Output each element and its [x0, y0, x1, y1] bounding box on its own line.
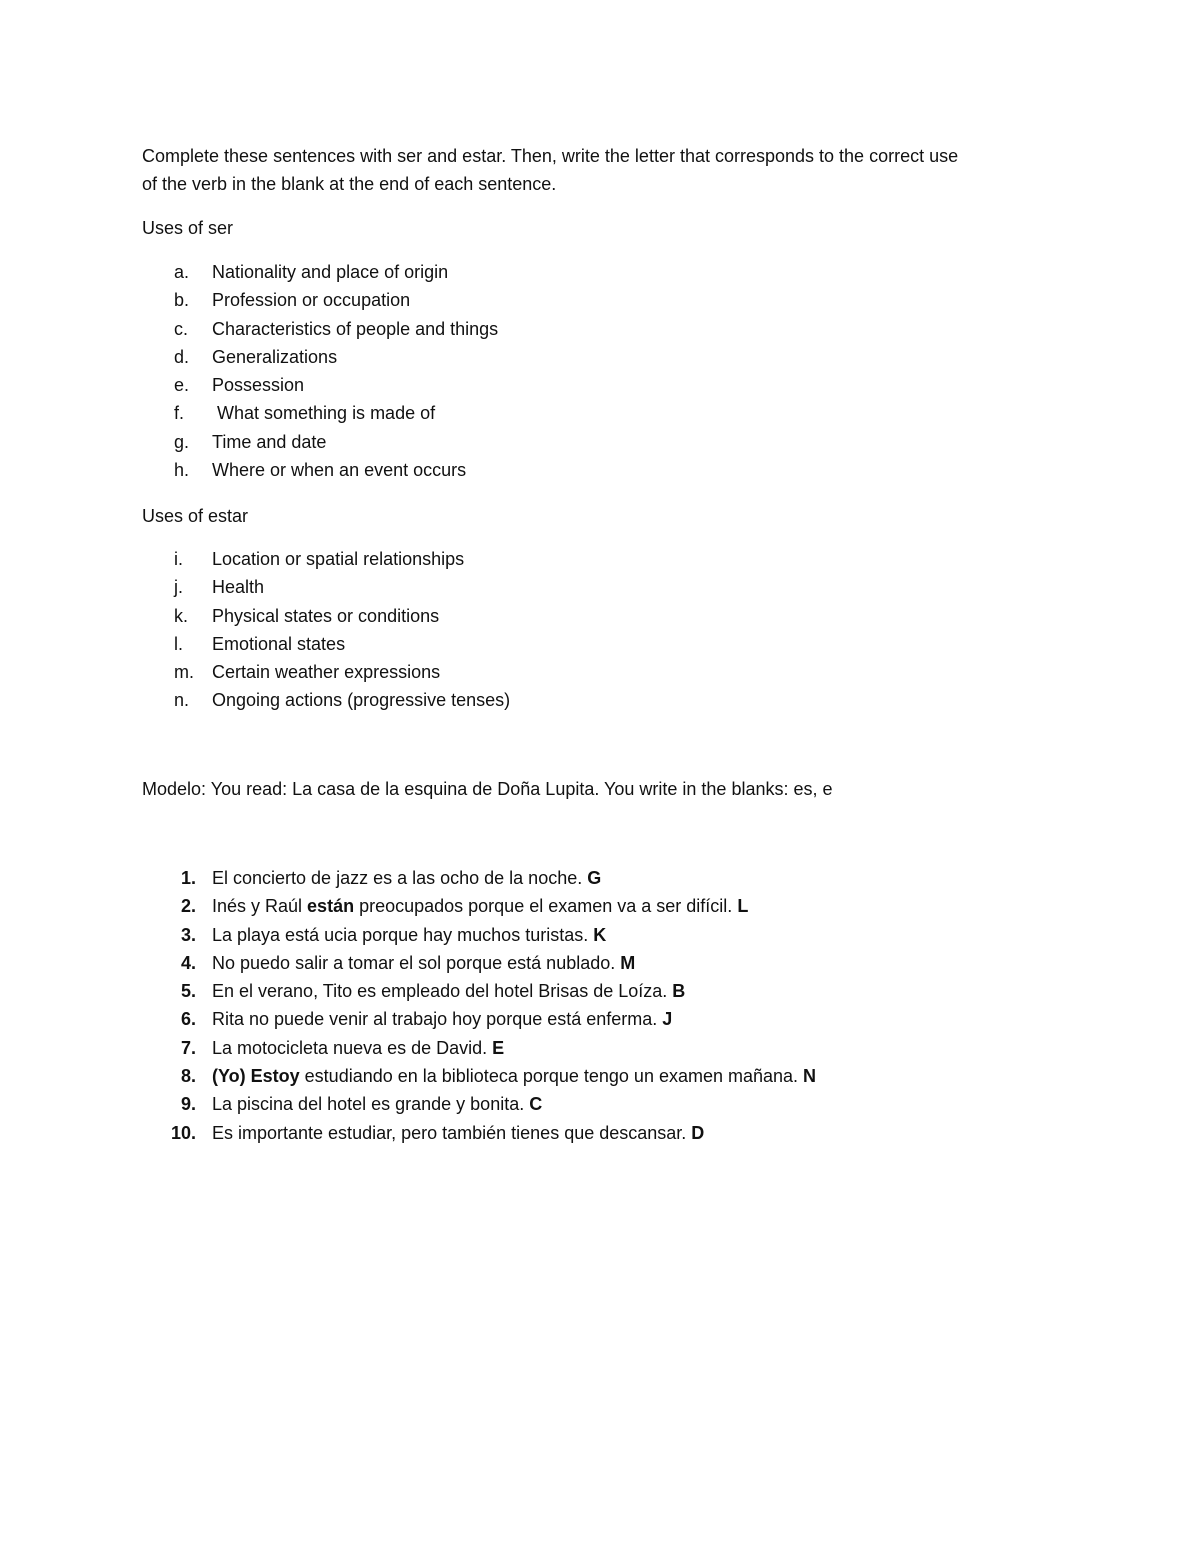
- sentence-answer: D: [691, 1122, 705, 1143]
- sentence-answer: C: [529, 1094, 543, 1115]
- sentence-text: La piscina del hotel es grande y bonita.: [212, 1094, 530, 1115]
- sentence-text: El concierto de jazz es a las ocho de la noche.: [212, 868, 588, 888]
- list-text: Health: [212, 577, 265, 598]
- list-marker: b.: [174, 290, 190, 311]
- sentence-answer: K: [593, 924, 607, 945]
- list-text: Ongoing actions (progressive tenses): [212, 690, 511, 711]
- list-text: Physical states or conditions: [212, 605, 440, 626]
- list-marker: i.: [174, 549, 183, 569]
- sentence-answer: L: [737, 896, 749, 917]
- instructions: [142, 142, 1072, 198]
- sentence-text-rest: preocupados porque el examen va a ser difícil.: [354, 896, 738, 917]
- sentence-number: 4.: [180, 952, 196, 973]
- sentence-answer: E: [492, 1037, 505, 1058]
- sentence-text: En el verano, Tito es empleado del hotel Brisas de Loíza.: [212, 981, 673, 1002]
- sentence-text: No puedo salir a tomar el sol porque está nublado.: [212, 952, 621, 973]
- list-marker: h.: [174, 460, 190, 481]
- list-text: Characteristics of people and things: [212, 318, 499, 339]
- list-marker: g.: [174, 431, 190, 452]
- sentence-answer: M: [620, 952, 636, 973]
- list-text: Location or spatial relationships: [212, 549, 465, 569]
- list-marker: m.: [174, 662, 194, 683]
- ser-heading: Uses of ser: [142, 218, 234, 238]
- list-marker: d.: [174, 346, 190, 367]
- list-text: Possession: [212, 375, 305, 396]
- sentence-number: 8.: [180, 1066, 196, 1087]
- sentence-number: 10.: [170, 1122, 196, 1143]
- sentence-number: 2.: [180, 896, 196, 917]
- sentence-verb: (Yo) Estoy: [212, 1066, 300, 1087]
- sentence-answer: N: [803, 1066, 817, 1087]
- list-marker: e.: [174, 375, 190, 396]
- sentence-number: 6.: [180, 1009, 196, 1030]
- list-marker: l.: [174, 633, 183, 654]
- sentence-text-rest: estudiando en la biblioteca porque tengo un examen mañana.: [299, 1066, 804, 1087]
- sentence-answer: B: [672, 981, 686, 1002]
- sentence-answer: J: [662, 1009, 673, 1030]
- sentence-number: 7.: [180, 1037, 196, 1058]
- sentence-text: Rita no puede venir al trabajo hoy porque está enferma.: [212, 1009, 663, 1030]
- sentence-text: Inés y Raúl: [212, 896, 308, 917]
- list-marker: k.: [174, 605, 189, 626]
- list-text: Profession or occupation: [212, 290, 411, 311]
- sentence-text: Es importante estudiar, pero también tienes que descansar.: [212, 1122, 692, 1143]
- model-example: Modelo: You read: La casa de la esquina de Doña Lupita. You write in the blanks: es, e: [142, 779, 833, 799]
- list-text: Generalizations: [212, 346, 338, 367]
- list-text: Emotional states: [212, 633, 346, 654]
- sentence-number: 9.: [180, 1094, 196, 1115]
- list-text: What something is made of: [212, 403, 436, 424]
- list-marker: c.: [174, 318, 189, 339]
- list-marker: j.: [174, 577, 183, 598]
- list-text: Time and date: [212, 431, 327, 452]
- sentence-number: 1.: [180, 868, 196, 888]
- list-marker: n.: [174, 690, 190, 711]
- list-text: Where or when an event occurs: [212, 460, 467, 481]
- list-marker: a.: [174, 262, 190, 282]
- list-text: Certain weather expressions: [212, 662, 441, 683]
- sentence-verb: están: [307, 896, 355, 917]
- instructions-line-2: of the verb in the blank at the end of each sentence.: [142, 174, 557, 194]
- list-marker: f.: [174, 403, 185, 424]
- list-text: Nationality and place of origin: [212, 262, 449, 282]
- estar-heading: Uses of estar: [142, 506, 249, 526]
- sentence-answer: G: [587, 868, 602, 888]
- sentence-number: 5.: [180, 981, 196, 1002]
- sentence-number: 3.: [180, 924, 196, 945]
- sentence-text: La playa está ucia porque hay muchos turistas.: [212, 924, 594, 945]
- sentence-text: La motocicleta nueva es de David.: [212, 1037, 493, 1058]
- instructions-line-1: Complete these sentences with ser and estar. Then, write the letter that corresponds to the correct use: [142, 146, 959, 166]
